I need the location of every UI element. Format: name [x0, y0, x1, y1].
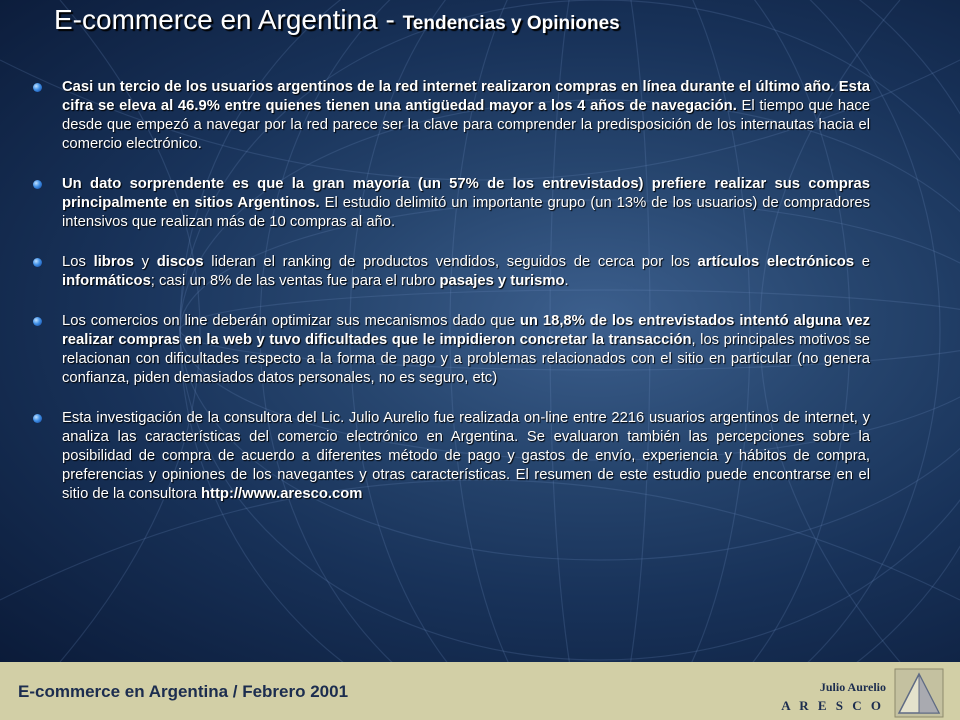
pyramid-logo-icon [894, 668, 944, 718]
body-text: ; casi un 8% de las ventas fue para el rubro [150, 273, 440, 289]
bold-text: libros [93, 254, 134, 270]
bold-text: Un dato sorprendente es que la gran mayoría (un 57% de los entrevistados) prefiere realizar sus compras principalmente en sitios Argentinos. [62, 176, 870, 211]
bullet-text [62, 409, 870, 504]
body-text: El estudio delimitó un importante grupo (un 13% de los usuarios) de compradores intensivos que realizan más de 10 compras al año. [62, 195, 871, 230]
bullet-text [62, 175, 870, 232]
bullet-dot-icon [33, 317, 42, 326]
slide-title [54, 4, 620, 36]
body-text: . [564, 273, 569, 289]
bold-text: un 18,8% de los entrevistados intentó alguna vez realizar compras en la web y tuvo dificultades que le impidieron concretar la transacción [62, 313, 870, 348]
bold-text: Casi un tercio de los usuarios argentinos de la red internet realizaron compras en línea durante el último año. Esta cifra se eleva al 46.9% entre quienes tienen una antigüedad mayor a los 4 años de navegación. [62, 79, 870, 114]
bullet-item-study-description [28, 409, 870, 504]
bullet-text [62, 312, 870, 388]
bullet-dot-icon [33, 180, 42, 189]
title-subtitle: Tendencias y Opiniones [402, 13, 620, 34]
bullet-item-argentine-sites [28, 175, 870, 232]
bold-text: informáticos [62, 273, 151, 289]
title-main: E-commerce en Argentina - [54, 4, 395, 35]
bullet-dot-icon [33, 83, 42, 92]
bullet-text [62, 78, 870, 154]
bullet-item-purchase-difficulties [28, 312, 870, 388]
footer-bar [0, 662, 960, 720]
bullet-dot-icon [33, 414, 42, 423]
bullet-item-online-purchases [28, 78, 870, 154]
body-text: lideran el ranking de productos vendidos, seguidos de cerca por los [203, 254, 698, 270]
bullet-dot-icon [33, 258, 42, 267]
logo-name: Julio Aurelio [819, 680, 886, 694]
body-text: Esta investigación de la consultora del Lic. Julio Aurelio fue realizada on-line entre 2216 usuarios argentinos de internet, y analiza las características del comercio electrónico en Argentina. Se evaluaron también las percepciones sobre la posibilidad de compra de acuerdo a diferentes método de pago y gastos de envío, experiencia y hábitos de compra, preferencias y opiniones de los navegantes y otras características. El resumen de este estudio puede encontrarse en el sitio de la consultora [62, 410, 870, 502]
body-text: , los principales motivos se relacionan con dificultades respecto a la forma de pago y a problemas relacionados con el sitio en particular (no genera confianza, piden demasiados datos personales, no es seguro, etc) [62, 332, 871, 386]
bold-text: discos [156, 254, 204, 270]
bold-text: artículos electrónicos [697, 254, 855, 270]
bullet-list [28, 78, 870, 525]
footer-title: E-commerce en Argentina / Febrero 2001 [18, 682, 349, 701]
body-text: El tiempo que hace desde que empezó a navegar por la red parece ser la clave para comprender la predisposición de los internautas hacia el comercio electrónico. [62, 98, 870, 152]
body-text: y [133, 254, 157, 270]
bold-text: pasajes y turismo [439, 273, 565, 289]
website-link[interactable]: http://www.aresco.com [201, 486, 363, 502]
bullet-text [62, 253, 870, 291]
body-text: Los comercios on line deberán optimizar sus mecanismos dado que [62, 313, 520, 329]
bullet-item-top-products [28, 253, 870, 291]
logo-company: A R E S C O [781, 698, 884, 713]
body-text: Los [62, 254, 94, 270]
body-text: e [854, 254, 871, 270]
